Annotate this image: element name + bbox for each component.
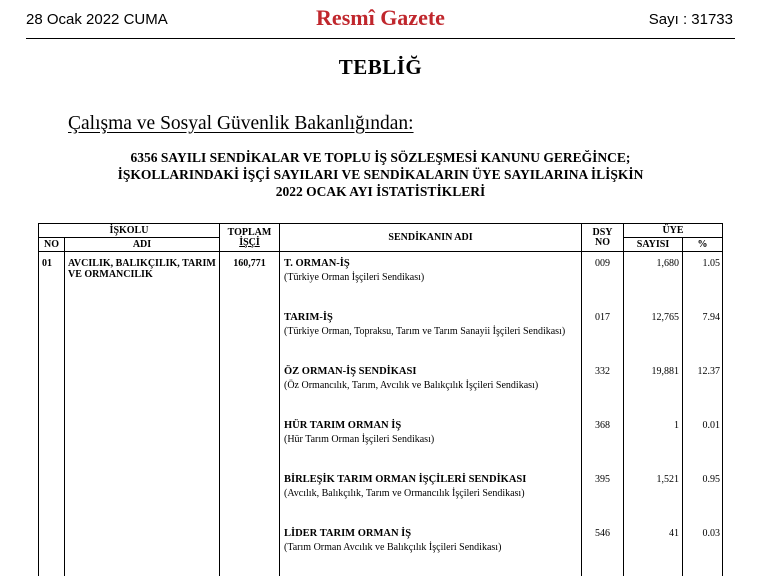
union-short-name: BİRLEŞİK TARIM ORMAN İŞÇİLERİ SENDİKASI — [284, 474, 577, 486]
row-iskolu-adi: AVCILIK, BALIKÇILIK, TARIM VE ORMANCILIK — [65, 252, 220, 576]
header-dsy-line2: NO — [584, 238, 621, 248]
union-member-percent: 1.05 — [683, 252, 722, 306]
union-short-name: HÜR TARIM ORMAN İŞ — [284, 420, 577, 432]
union-entry — [284, 414, 577, 468]
header-iskolu: İŞKOLU — [39, 224, 220, 238]
header-toplam-line1: TOPLAM — [222, 228, 277, 238]
row-toplam-isci: 160,771 — [220, 252, 280, 576]
union-entry — [284, 468, 577, 522]
document-type-heading: TEBLİĞ — [0, 55, 761, 80]
union-dsy-no: 017 — [582, 306, 623, 360]
subheading-line-3: 2022 OCAK AYI İSTATİSTİKLERİ — [0, 183, 761, 200]
union-member-count: 1 — [624, 414, 682, 468]
union-dsy-no: 368 — [582, 414, 623, 468]
subheading-line-2: İŞKOLLARINDAKİ İŞÇİ SAYILARI VE SENDİKALARIN ÜYE SAYILARINA İLİŞKİN — [0, 166, 761, 183]
union-member-percent: 0.95 — [683, 468, 722, 522]
table-row — [39, 252, 723, 576]
union-member-percent: 12.37 — [683, 360, 722, 414]
union-full-name: (Öz Ormancılık, Tarım, Avcılık ve Balıkçılık İşçileri Sendikası) — [284, 380, 577, 392]
union-short-name: ÖZ ORMAN-İŞ SENDİKASI — [284, 366, 577, 378]
union-names-column — [280, 252, 582, 576]
union-member-count: 1,521 — [624, 468, 682, 522]
issue-number: Sayı : 31733 — [649, 11, 733, 28]
union-member-count: 12,765 — [624, 306, 682, 360]
header-toplam-line2: İŞÇİ — [222, 238, 277, 248]
union-member-percent: 7.94 — [683, 306, 722, 360]
dsy-no-column — [582, 252, 624, 576]
union-full-name: (Türkiye Orman, Topraksu, Tarım ve Tarım Sanayii İşçileri Sendikası) — [284, 326, 577, 338]
header-toplam-isci — [220, 224, 280, 252]
header-uye-sayisi: SAYISI — [624, 238, 683, 252]
header-uye-yuzde: % — [683, 238, 723, 252]
union-member-count: 19,881 — [624, 360, 682, 414]
member-percent-column — [683, 252, 723, 576]
union-entry — [284, 360, 577, 414]
union-short-name: LİDER TARIM ORMAN İŞ — [284, 528, 577, 540]
header-sendika-adi: SENDİKANIN ADI — [280, 224, 582, 252]
header-no: NO — [39, 238, 65, 252]
union-member-count: 41 — [624, 522, 682, 576]
union-member-percent: 0.03 — [683, 522, 722, 576]
union-full-name: (Hür Tarım Orman İşçileri Sendikası) — [284, 434, 577, 446]
header-dsy-line1: DSY — [584, 228, 621, 238]
union-full-name: (Türkiye Orman İşçileri Sendikası) — [284, 272, 577, 284]
union-member-percent: 0.01 — [683, 414, 722, 468]
union-dsy-no: 395 — [582, 468, 623, 522]
union-full-name: (Tarım Orman Avcılık ve Balıkçılık İşçileri Sendikası) — [284, 542, 577, 554]
union-short-name: T. ORMAN-İŞ — [284, 258, 577, 270]
header-adi: ADI — [65, 238, 220, 252]
statistics-subheading — [0, 149, 761, 200]
row-iskolu-no: 01 — [39, 252, 65, 576]
union-entry — [284, 252, 577, 306]
union-dsy-no: 332 — [582, 360, 623, 414]
union-dsy-no: 009 — [582, 252, 623, 306]
header-uye: ÜYE — [624, 224, 723, 238]
subheading-line-1: 6356 SAYILI SENDİKALAR VE TOPLU İŞ SÖZLEŞMESİ KANUNU GEREĞİNCE; — [0, 149, 761, 166]
header-divider — [26, 38, 735, 39]
member-count-column — [624, 252, 683, 576]
ministry-line: Çalışma ve Sosyal Güvenlik Bakanlığından: — [68, 113, 414, 135]
union-full-name: (Avcılık, Balıkçılık, Tarım ve Ormancılık İşçileri Sendikası) — [284, 488, 577, 500]
union-short-name: TARIM-İŞ — [284, 312, 577, 324]
union-statistics-table — [38, 223, 723, 576]
header-dsy-no — [582, 224, 624, 252]
union-dsy-no: 546 — [582, 522, 623, 576]
union-member-count: 1,680 — [624, 252, 682, 306]
publication-date: 28 Ocak 2022 CUMA — [26, 11, 168, 28]
gazette-title: Resmî Gazete — [0, 5, 761, 31]
union-entry — [284, 306, 577, 360]
union-entry — [284, 522, 577, 576]
